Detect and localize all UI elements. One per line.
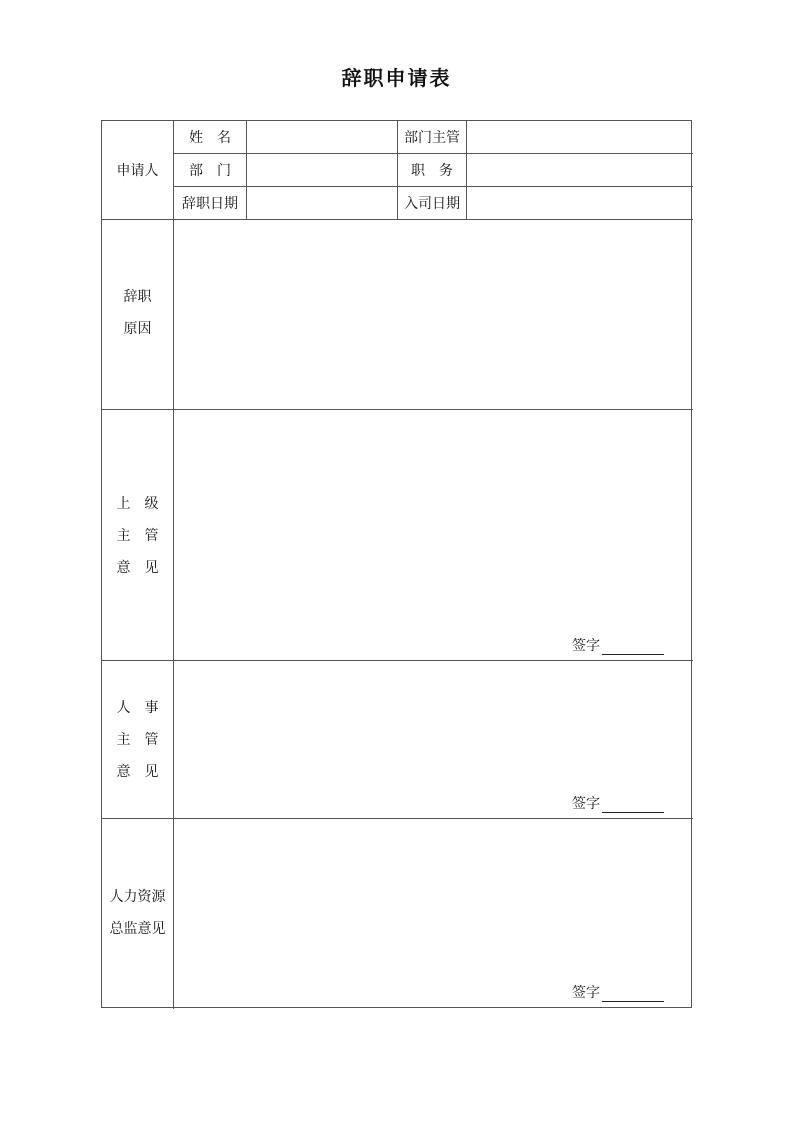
hr-label-line: 主 管	[116, 732, 159, 748]
resignation-form	[101, 120, 692, 1008]
hr-opinion-label	[102, 692, 173, 788]
position-field[interactable]	[467, 154, 691, 186]
signature-line[interactable]	[602, 987, 664, 1002]
supervisor-label-line: 上 级	[116, 496, 159, 512]
join-date-field[interactable]	[467, 187, 691, 219]
name-label: 姓 名	[189, 130, 231, 146]
name-field[interactable]	[247, 121, 397, 153]
signature-label: 签字	[572, 796, 600, 812]
signature-line[interactable]	[602, 798, 664, 813]
director-opinion-field[interactable]	[174, 819, 691, 1007]
join-date-label: 入司日期	[404, 196, 460, 212]
dept-manager-label: 部门主管	[404, 130, 460, 146]
signature-label: 签字	[572, 985, 600, 1001]
reason-field[interactable]	[174, 220, 691, 409]
hr-label-line: 意 见	[116, 764, 159, 780]
supervisor-opinion-field[interactable]	[174, 410, 691, 660]
resign-date-field[interactable]	[247, 187, 397, 219]
department-label: 部 门	[189, 163, 231, 179]
position-label: 职 务	[411, 163, 453, 179]
reason-label	[102, 281, 173, 345]
department-field[interactable]	[247, 154, 397, 186]
signature-label: 签字	[572, 638, 600, 654]
director-label-line: 总监意见	[109, 921, 166, 937]
page-title: 辞职申请表	[341, 66, 452, 90]
reason-label-line: 辞职	[123, 289, 152, 305]
hr-label-line: 人 事	[116, 700, 159, 716]
supervisor-label-line: 意 见	[116, 560, 159, 576]
reason-label-line: 原因	[123, 321, 152, 337]
hr-signature	[572, 793, 664, 813]
director-opinion-label	[102, 881, 173, 945]
resign-date-label: 辞职日期	[182, 196, 238, 212]
supervisor-label-line: 主 管	[116, 528, 159, 544]
director-signature	[572, 982, 664, 1002]
dept-manager-field[interactable]	[467, 121, 691, 153]
director-label-line: 人力资源	[109, 889, 166, 905]
signature-line[interactable]	[602, 640, 664, 655]
supervisor-signature	[572, 635, 664, 655]
applicant-label: 申请人	[116, 163, 159, 179]
supervisor-opinion-label	[102, 488, 173, 584]
